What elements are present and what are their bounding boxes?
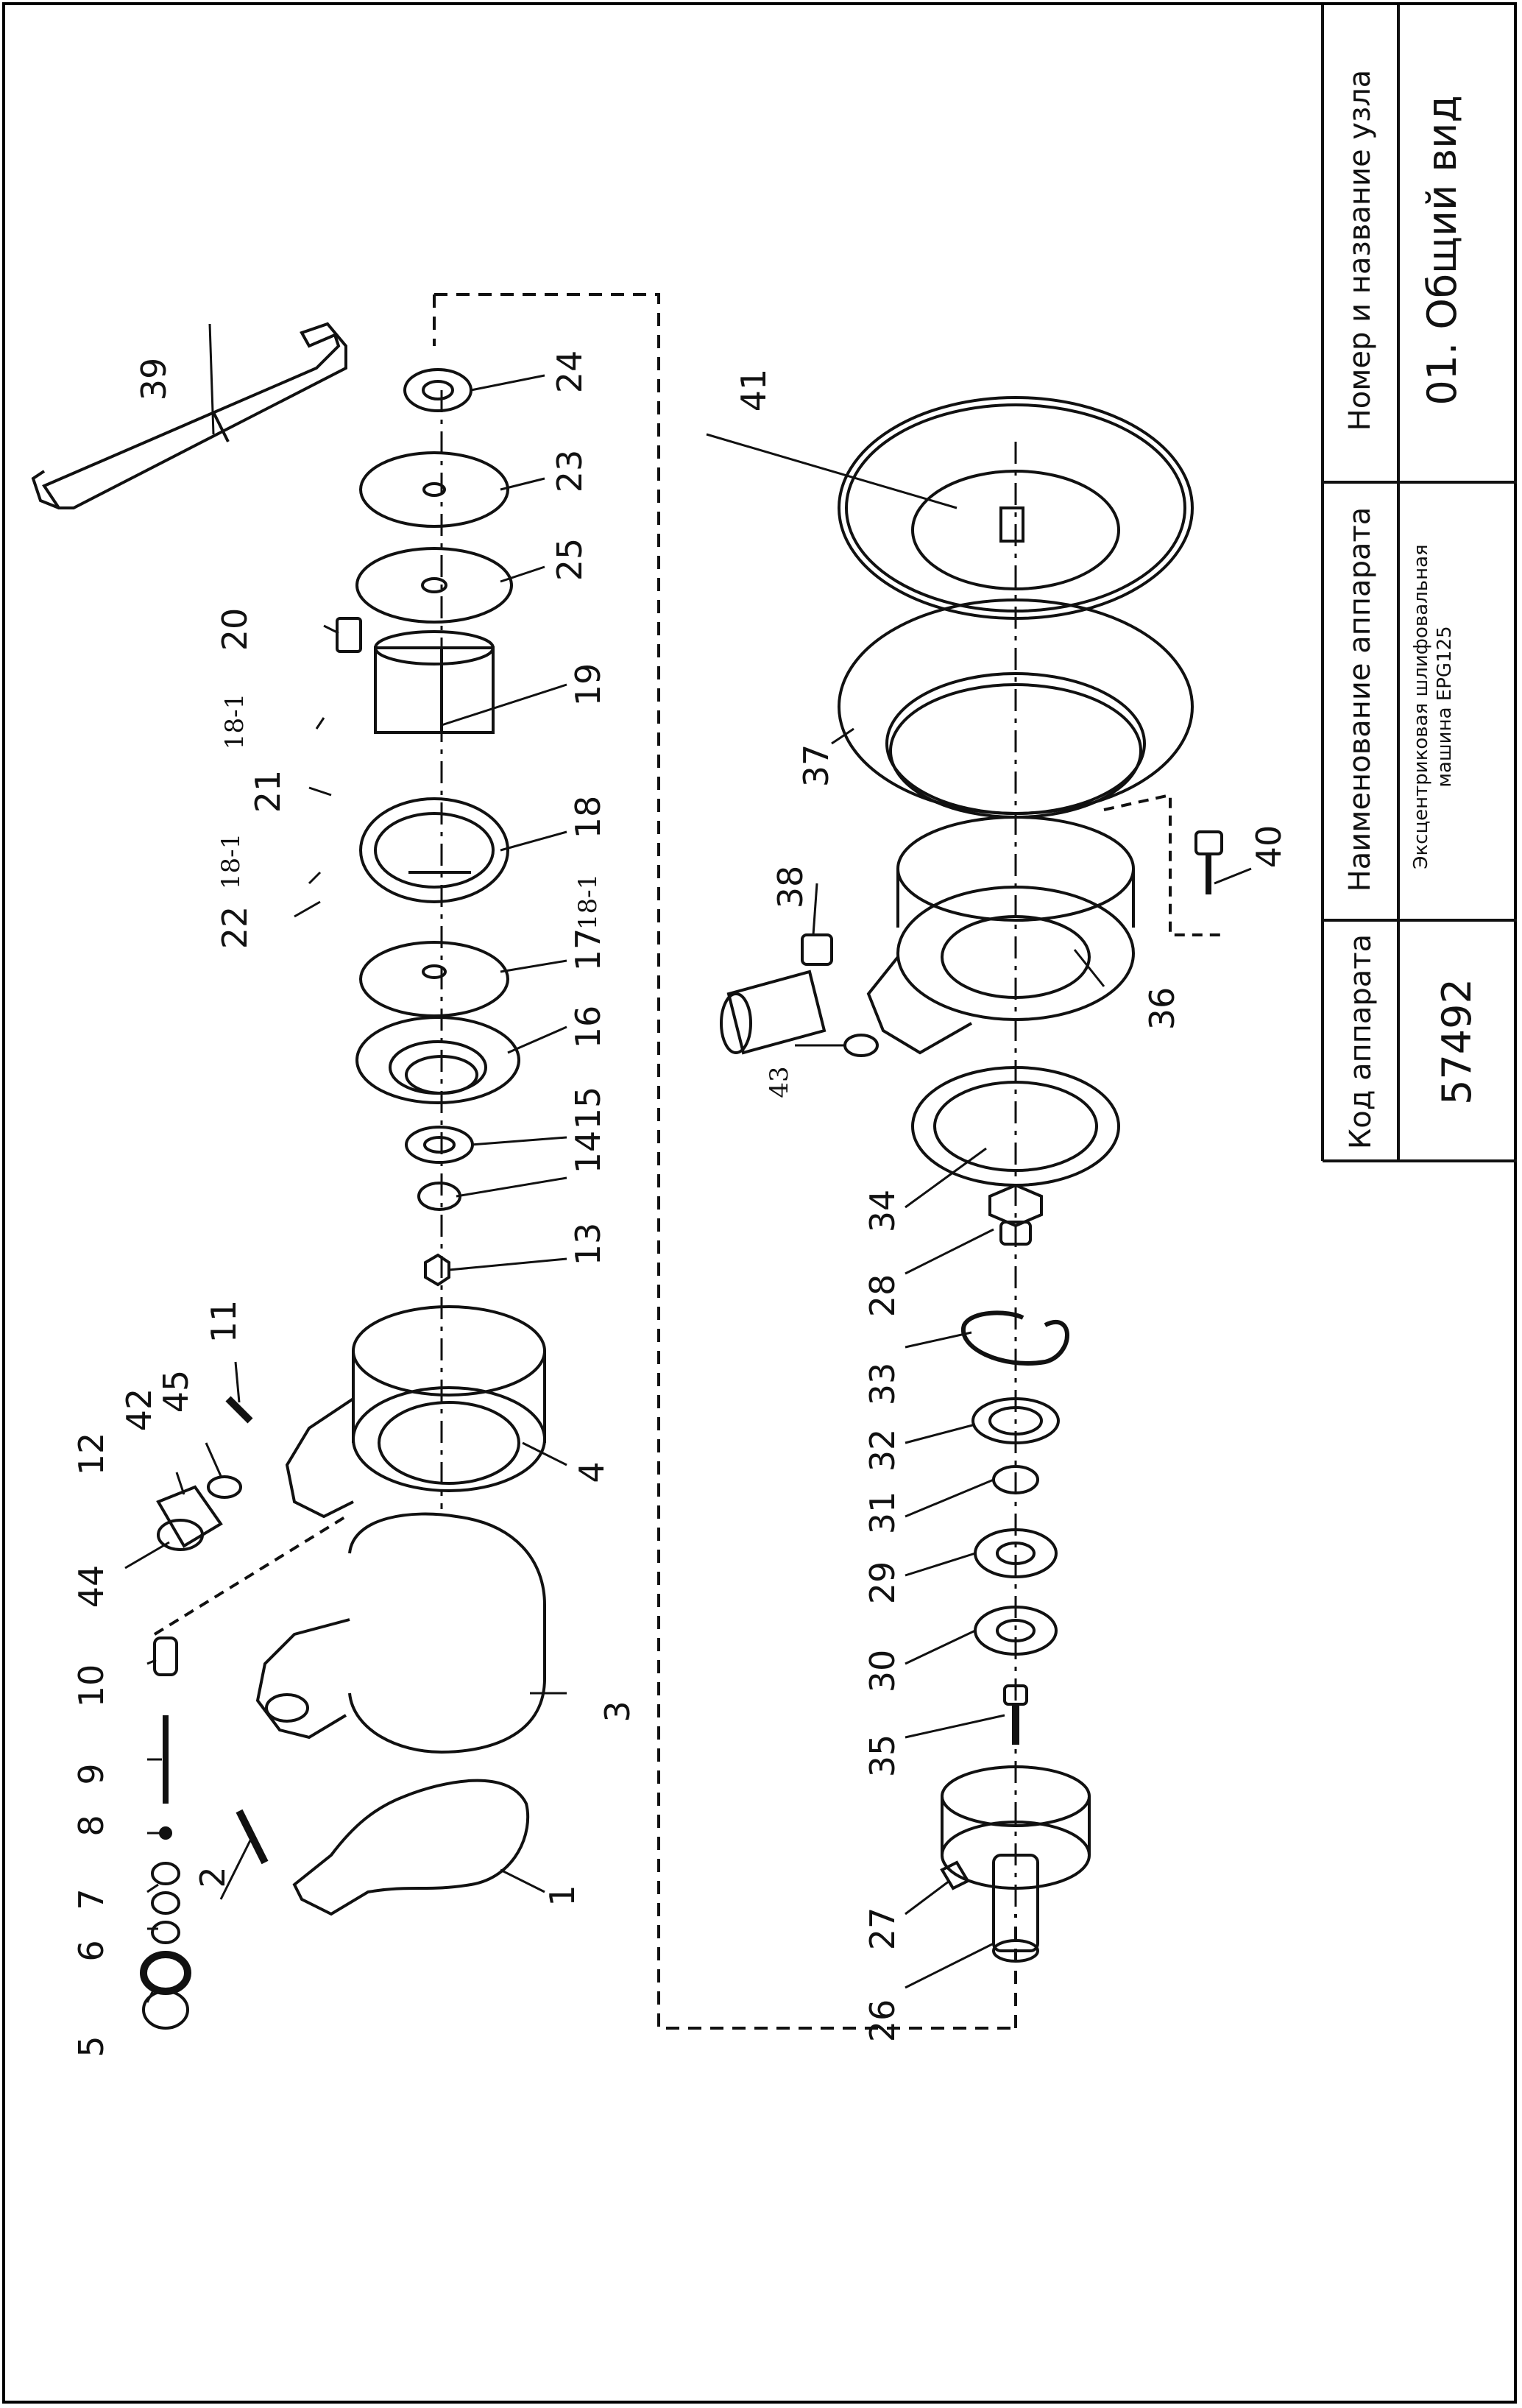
callout-42: 42 (119, 1388, 159, 1432)
axis-lines (442, 390, 1016, 1907)
callout-35: 35 (863, 1734, 902, 1778)
callout-3: 3 (598, 1701, 637, 1723)
device-value-line1: Эксцентриковая шлифовальная (1410, 544, 1432, 869)
device-value-line2: машина EPG125 (1434, 626, 1456, 788)
callout-8: 8 (71, 1815, 111, 1837)
unit-value: 01. Общий вид (1419, 95, 1465, 406)
device-value (1409, 501, 1476, 913)
part-7-ring-b (152, 1893, 179, 1913)
callout-18-1-right: 18-1 (573, 873, 603, 931)
callout-labels (71, 350, 1289, 2058)
callout-25: 25 (550, 537, 590, 582)
part-23-washer (361, 453, 508, 526)
callout-34: 34 (863, 1189, 902, 1233)
callout-11: 11 (204, 1299, 244, 1344)
callout-39: 39 (134, 357, 174, 401)
callout-24: 24 (550, 350, 590, 394)
callout-13: 13 (568, 1222, 608, 1266)
callout-19: 19 (568, 663, 608, 707)
callout-27: 27 (863, 1907, 902, 1951)
part-12-valve (158, 1487, 221, 1550)
part-15-bearing (406, 1127, 472, 1162)
part-34-gasket (913, 1067, 1119, 1185)
callout-22: 22 (215, 905, 255, 950)
part-44-link (155, 1517, 346, 1634)
callout-18-1-left: 18-1 (216, 833, 246, 890)
callout-44: 44 (71, 1564, 111, 1609)
part-40-screw (1196, 832, 1222, 894)
part-1-lever (294, 1781, 528, 1914)
part-36-base (868, 817, 1133, 1053)
callout-38: 38 (771, 865, 810, 909)
callout-37: 37 (796, 744, 836, 788)
part-43-ring (845, 1035, 877, 1056)
callout-29: 29 (863, 1561, 902, 1605)
callout-18: 18 (568, 795, 608, 839)
callout-23: 23 (550, 449, 590, 493)
part-8-ball (160, 1828, 171, 1838)
callout-30: 30 (863, 1649, 902, 1693)
part-16-end-plate (357, 1017, 519, 1103)
callout-32: 32 (863, 1428, 902, 1472)
part-25-disc (357, 548, 512, 622)
unit-header: Номер и название узла (1343, 69, 1377, 431)
part-19-rotor (375, 632, 493, 732)
callout-41: 41 (734, 368, 774, 412)
assembly-dashed-frame (434, 294, 1016, 2028)
part-14-ring (419, 1183, 460, 1210)
part-3-housing (258, 1514, 545, 1752)
callout-1: 1 (542, 1885, 582, 1907)
callout-31: 31 (863, 1491, 902, 1535)
part-38-fitting (721, 935, 832, 1053)
callout-20: 20 (215, 607, 255, 652)
part-6-ring (152, 1922, 179, 1943)
callout-45: 45 (156, 1369, 196, 1413)
part-39-wrench (33, 324, 346, 508)
callout-4: 4 (572, 1461, 612, 1483)
callout-36: 36 (1142, 986, 1182, 1031)
code-header: Код аппарата (1344, 933, 1378, 1150)
part-17-disc (361, 942, 508, 1016)
callout-12: 12 (71, 1432, 111, 1476)
callout-43: 43 (765, 1066, 794, 1098)
callout-7: 7 (71, 1888, 111, 1910)
callout-14: 14 (568, 1130, 608, 1174)
part-24-bearing (405, 370, 471, 411)
callout-26: 26 (863, 1999, 902, 2043)
part-7-ring-a (152, 1863, 179, 1884)
part-40-dashed-box (1104, 795, 1222, 935)
part-45-ring (208, 1477, 241, 1497)
callout-10: 10 (71, 1664, 111, 1708)
part-18-cylinder (361, 799, 508, 902)
callout-18-1-top: 18-1 (220, 693, 249, 750)
part-20-blade (337, 618, 361, 652)
callout-16: 16 (568, 1005, 608, 1049)
device-header: Наименование аппарата (1343, 506, 1377, 892)
callout-17: 17 (568, 928, 608, 972)
code-value: 57492 (1434, 978, 1480, 1105)
callout-5: 5 (71, 2035, 111, 2058)
part-4-housing (287, 1307, 545, 1517)
callout-40: 40 (1249, 825, 1289, 869)
part-10 (155, 1638, 177, 1675)
callout-21: 21 (248, 769, 288, 813)
callout-15: 15 (568, 1086, 608, 1130)
callout-28: 28 (863, 1274, 902, 1318)
callout-2: 2 (193, 1866, 233, 1888)
callout-6: 6 (71, 1940, 111, 1962)
part-13-nut (425, 1255, 449, 1285)
callout-33: 33 (863, 1362, 902, 1406)
callout-9: 9 (71, 1763, 111, 1785)
part-5-knob (144, 1955, 188, 2028)
